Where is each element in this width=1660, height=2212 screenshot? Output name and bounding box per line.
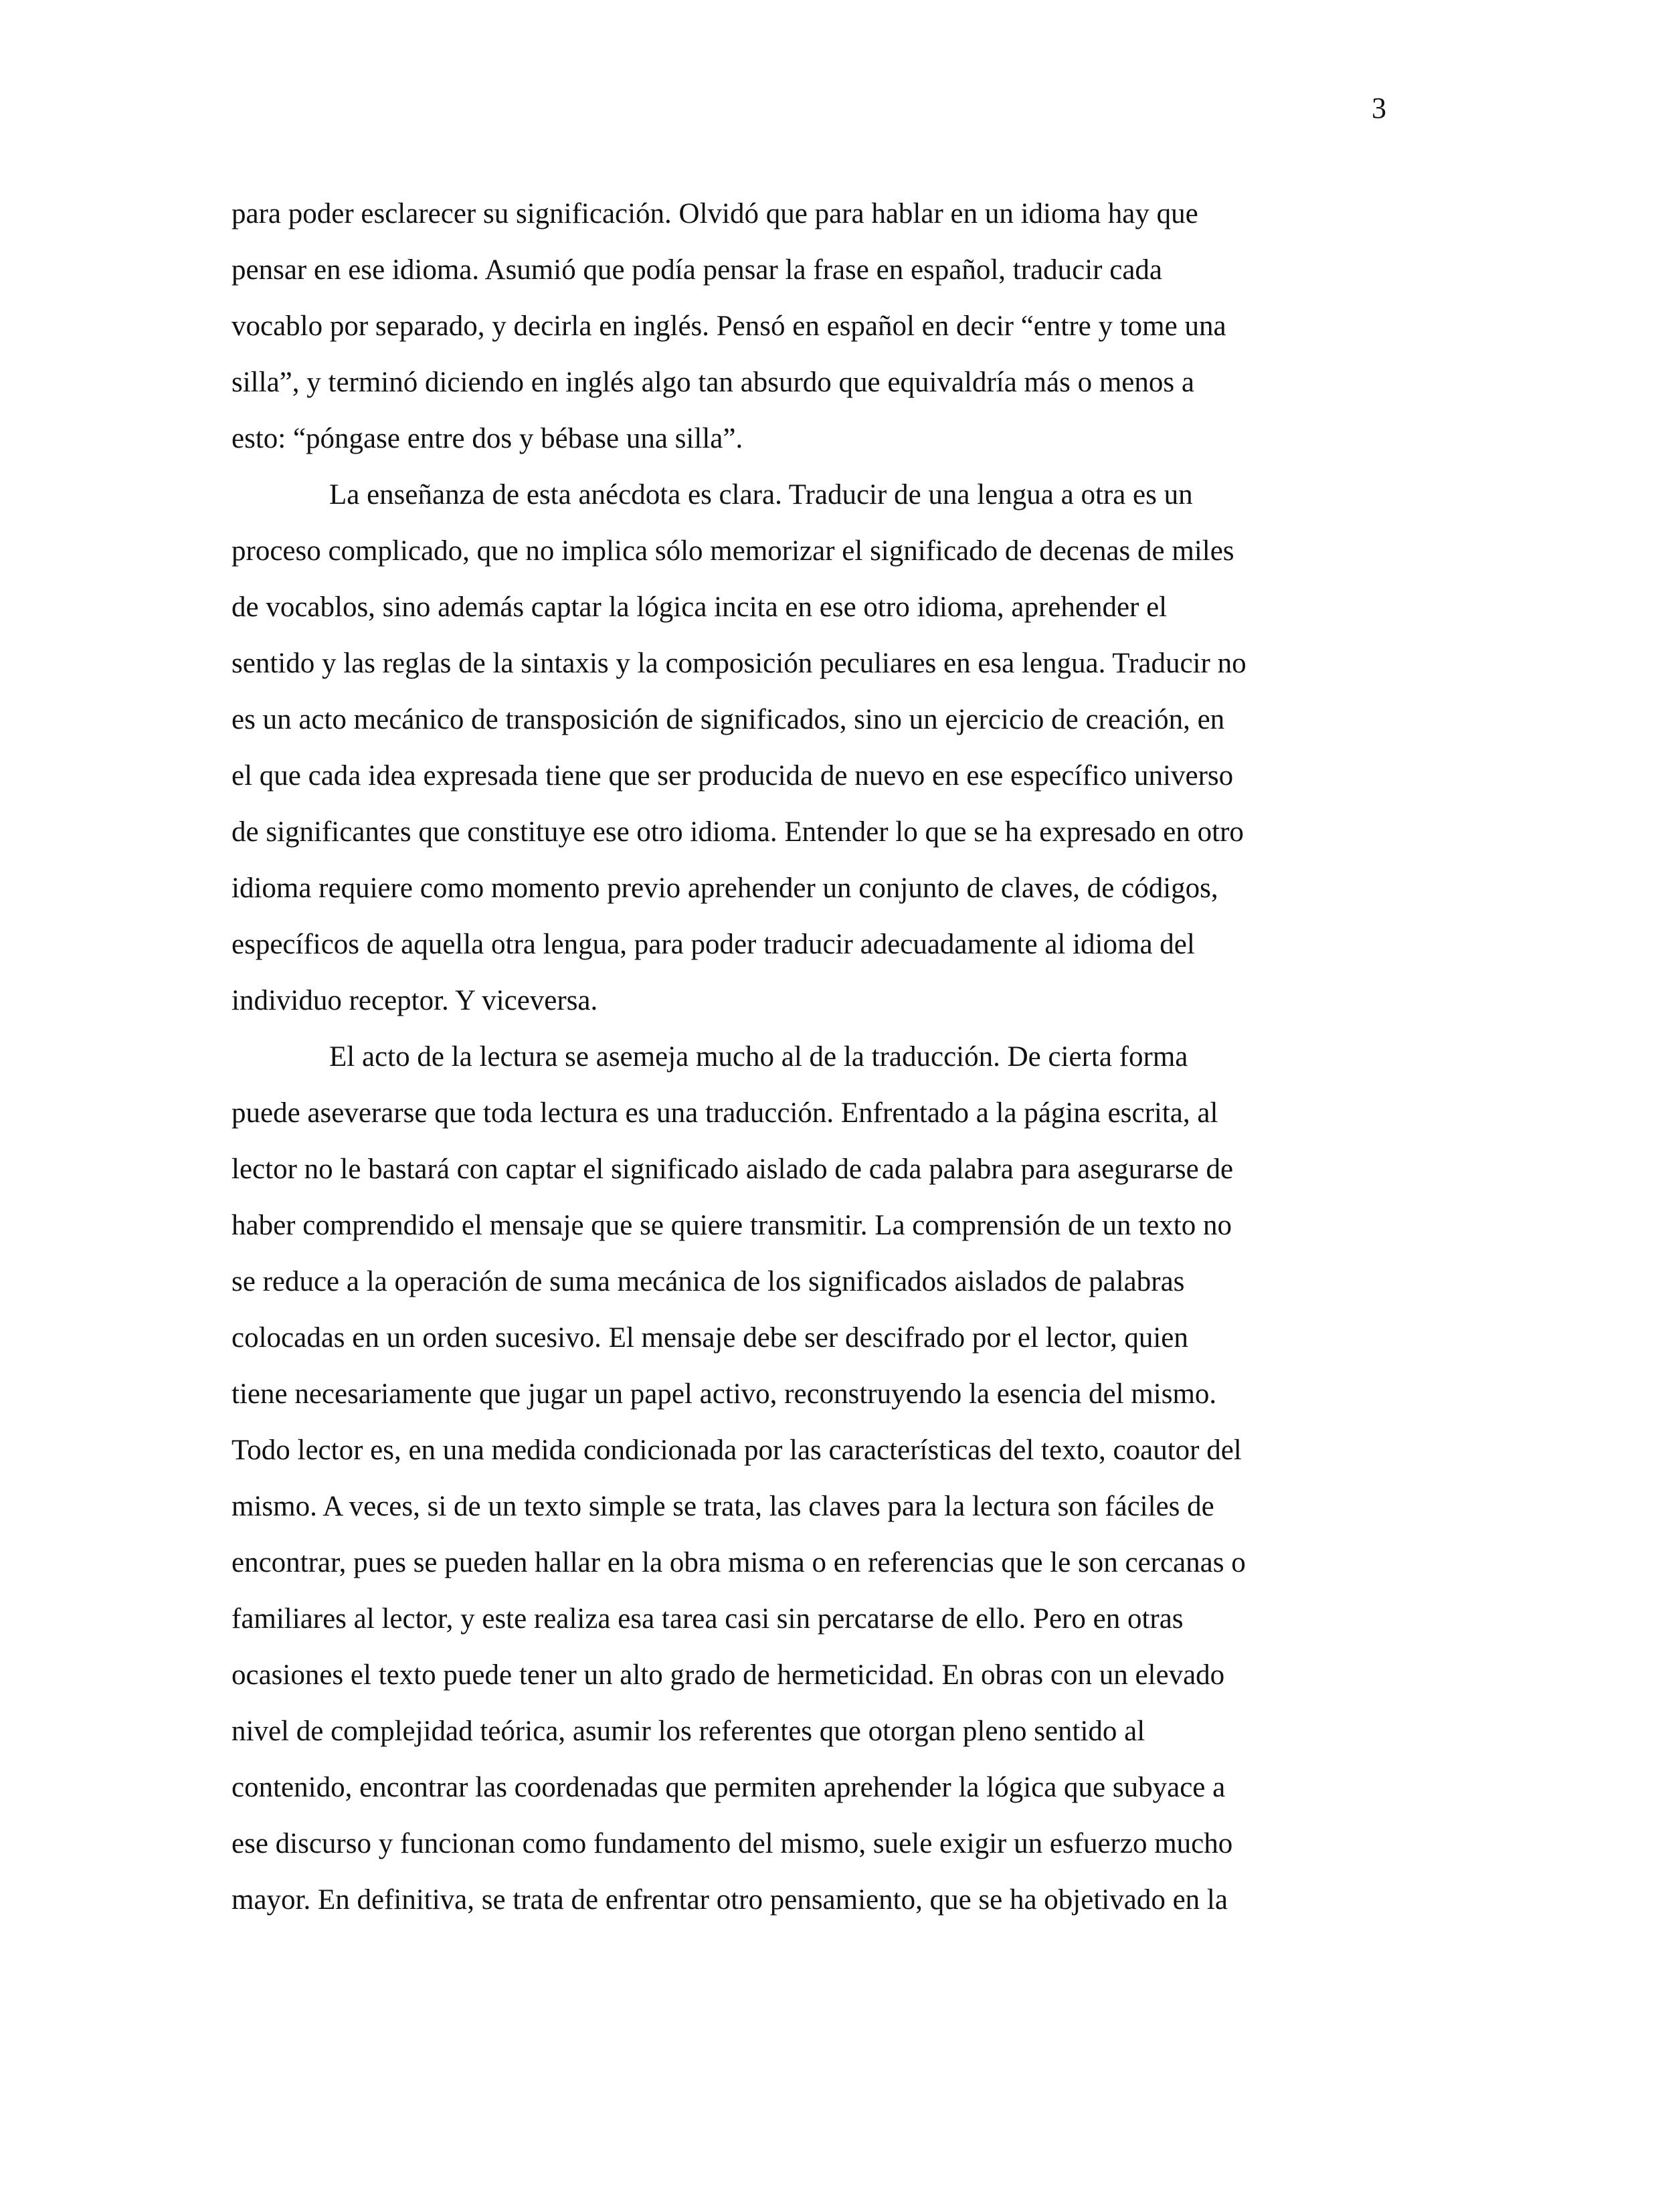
text-line: específicos de aquella otra lengua, para poder traducir adecuadamente al idioma del [232,929,1195,960]
text-line: se reduce a la operación de suma mecánica de los significados aislados de palabras [232,1266,1185,1297]
page-number: 3 [1372,92,1386,124]
text-line: es un acto mecánico de transposición de significados, sino un ejercicio de creación, en [232,704,1225,735]
text-line: vocablo por separado, y decirla en inglés. Pensó en español en decir “entre y tome una [232,310,1226,342]
text-line: ese discurso y funcionan como fundamento del mismo, suele exigir un esfuerzo mucho [232,1828,1233,1859]
text-line: sentido y las reglas de la sintaxis y la composición peculiares en esa lengua. Traducir no [232,648,1247,679]
text-line: familiares al lector, y este realiza esa tarea casi sin percatarse de ello. Pero en otras [232,1603,1184,1635]
text-line: contenido, encontrar las coordenadas que permiten aprehender la lógica que subyace a [232,1772,1226,1803]
text-line: puede aseverarse que toda lectura es una traducción. Enfrentado a la página escrita, al [232,1097,1218,1129]
text-line: El acto de la lectura se asemeja mucho al de la traducción. De cierta forma [329,1041,1188,1073]
text-line: mismo. A veces, si de un texto simple se trata, las claves para la lectura son fáciles de [232,1491,1214,1522]
text-line: esto: “póngase entre dos y bébase una silla”. [232,423,743,454]
text-line: idioma requiere como momento previo aprehender un conjunto de claves, de códigos, [232,872,1218,904]
text-line: proceso complicado, que no implica sólo memorizar el significado de decenas de miles [232,535,1234,567]
text-line: para poder esclarecer su significación. Olvidó que para hablar en un idioma hay que [232,198,1198,229]
text-line: de significantes que constituye ese otro idioma. Entender lo que se ha expresado en otro [232,816,1244,848]
text-line: silla”, y terminó diciendo en inglés algo tan absurdo que equivaldría más o menos a [232,367,1194,398]
text-line: colocadas en un orden sucesivo. El mensaje debe ser descifrado por el lector, quien [232,1322,1188,1354]
text-line: haber comprendido el mensaje que se quiere transmitir. La comprensión de un texto no [232,1210,1232,1241]
text-line: individuo receptor. Y viceversa. [232,985,598,1016]
text-line: lector no le bastará con captar el significado aislado de cada palabra para asegurarse de [232,1154,1234,1185]
text-line: La enseñanza de esta anécdota es clara. Traducir de una lengua a otra es un [329,479,1193,511]
text-line: nivel de complejidad teórica, asumir los referentes que otorgan pleno sentido al [232,1716,1145,1747]
text-line: pensar en ese idioma. Asumió que podía pensar la frase en español, traducir cada [232,254,1163,286]
text-line: de vocablos, sino además captar la lógica incita en ese otro idioma, aprehender el [232,591,1168,623]
text-line: el que cada idea expresada tiene que ser producida de nuevo en ese específico universo [232,760,1234,792]
text-line: ocasiones el texto puede tener un alto grado de hermeticidad. En obras con un elevado [232,1659,1225,1691]
text-line: encontrar, pues se pueden hallar en la obra misma o en referencias que le son cercanas o [232,1547,1246,1578]
text-line: tiene necesariamente que jugar un papel activo, reconstruyendo la esencia del mismo. [232,1378,1217,1410]
text-line: mayor. En definitiva, se trata de enfrentar otro pensamiento, que se ha objetivado en la [232,1884,1228,1916]
text-line: Todo lector es, en una medida condicionada por las características del texto, coautor del [232,1435,1242,1466]
